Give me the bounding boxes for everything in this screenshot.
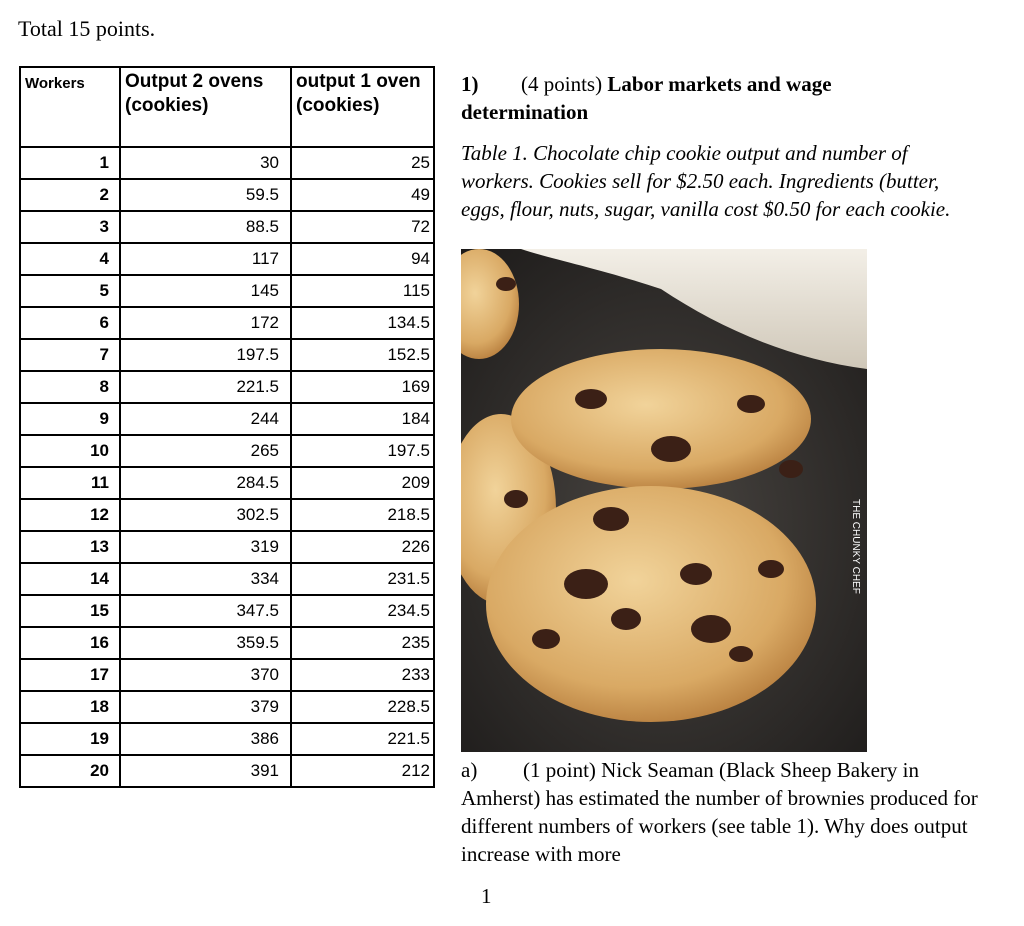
question-a [461, 756, 981, 868]
output-1-oven-cell: 226 [291, 531, 434, 563]
cookie-image-svg [461, 249, 867, 752]
output-2-ovens-cell: 347.5 [120, 595, 291, 627]
output-2-ovens-cell: 284.5 [120, 467, 291, 499]
output-1-oven-cell: 94 [291, 243, 434, 275]
workers-cell: 16 [20, 627, 120, 659]
table-row [20, 179, 434, 211]
cookie-output-table [19, 66, 435, 788]
output-2-ovens-cell: 197.5 [120, 339, 291, 371]
workers-cell: 17 [20, 659, 120, 691]
workers-cell: 15 [20, 595, 120, 627]
output-2-ovens-cell: 391 [120, 755, 291, 787]
table-row [20, 499, 434, 531]
output-1-oven-cell: 234.5 [291, 595, 434, 627]
cookie-photo [461, 249, 867, 752]
output-2-ovens-cell: 59.5 [120, 179, 291, 211]
table-row [20, 275, 434, 307]
output-1-oven-cell: 197.5 [291, 435, 434, 467]
output-2-ovens-cell: 334 [120, 563, 291, 595]
table-row [20, 371, 434, 403]
table-row [20, 531, 434, 563]
table-row [20, 563, 434, 595]
output-1-oven-cell: 134.5 [291, 307, 434, 339]
question-number: 1) [461, 72, 479, 96]
output-2-ovens-cell: 370 [120, 659, 291, 691]
workers-cell: 12 [20, 499, 120, 531]
output-1-oven-cell: 231.5 [291, 563, 434, 595]
output-2-ovens-cell: 30 [120, 147, 291, 179]
output-1-oven-cell: 25 [291, 147, 434, 179]
workers-cell: 6 [20, 307, 120, 339]
table-row [20, 211, 434, 243]
workers-cell: 2 [20, 179, 120, 211]
output-2-ovens-cell: 145 [120, 275, 291, 307]
workers-cell: 3 [20, 211, 120, 243]
workers-cell: 10 [20, 435, 120, 467]
output-1-oven-cell: 212 [291, 755, 434, 787]
output-2-ovens-cell: 319 [120, 531, 291, 563]
output-1-oven-cell: 152.5 [291, 339, 434, 371]
workers-cell: 14 [20, 563, 120, 595]
total-points: Total 15 points. [18, 16, 156, 41]
workers-cell: 20 [20, 755, 120, 787]
table-row [20, 755, 434, 787]
output-2-ovens-cell: 359.5 [120, 627, 291, 659]
output-1-oven-cell: 221.5 [291, 723, 434, 755]
output-1-oven-cell: 218.5 [291, 499, 434, 531]
table-caption: Table 1. Chocolate chip cookie output and number of workers. Cookies sell for $2.50 each. Ingredients (butter, eggs, flour, nuts, sugar, vanilla cost $0.50 for each cookie. [461, 141, 951, 221]
output-1-oven-cell: 235 [291, 627, 434, 659]
workers-cell: 19 [20, 723, 120, 755]
question-points: (4 points) [521, 72, 603, 96]
output-2-ovens-cell: 386 [120, 723, 291, 755]
table-row [20, 659, 434, 691]
workers-cell: 8 [20, 371, 120, 403]
output-1-oven-cell: 184 [291, 403, 434, 435]
workers-cell: 1 [20, 147, 120, 179]
workers-cell: 11 [20, 467, 120, 499]
table-body [20, 147, 434, 787]
question-a-text: (1 point) Nick Seaman (Black Sheep Bakery in Amherst) has estimated the number of brownies produced for different numbers of workers (see table 1). Why does output increase with more [461, 758, 978, 866]
output-2-ovens-cell: 117 [120, 243, 291, 275]
table-header-row [20, 67, 434, 147]
workers-cell: 13 [20, 531, 120, 563]
output-2-ovens-cell: 221.5 [120, 371, 291, 403]
page-number: 1 [481, 884, 492, 908]
question-1-heading [461, 70, 961, 126]
workers-header: Workers [20, 67, 120, 147]
output-1-oven-cell: 72 [291, 211, 434, 243]
table-row [20, 467, 434, 499]
table-row [20, 691, 434, 723]
output-2-ovens-header: Output 2 ovens (cookies) [120, 67, 291, 147]
output-2-ovens-cell: 379 [120, 691, 291, 723]
table-row [20, 595, 434, 627]
output-2-ovens-cell: 265 [120, 435, 291, 467]
question-a-label: a) [461, 758, 478, 782]
table-row [20, 723, 434, 755]
workers-cell: 5 [20, 275, 120, 307]
workers-cell: 9 [20, 403, 120, 435]
output-1-oven-cell: 228.5 [291, 691, 434, 723]
question-title: Labor markets and wage determination [461, 72, 832, 124]
table-row [20, 339, 434, 371]
output-1-oven-cell: 115 [291, 275, 434, 307]
output-1-oven-cell: 49 [291, 179, 434, 211]
output-2-ovens-cell: 302.5 [120, 499, 291, 531]
workers-cell: 4 [20, 243, 120, 275]
table-row [20, 403, 434, 435]
output-1-oven-cell: 233 [291, 659, 434, 691]
table-row [20, 307, 434, 339]
workers-cell: 18 [20, 691, 120, 723]
output-1-oven-cell: 169 [291, 371, 434, 403]
workers-cell: 7 [20, 339, 120, 371]
table-row [20, 627, 434, 659]
table-row [20, 435, 434, 467]
output-2-ovens-cell: 244 [120, 403, 291, 435]
photo-watermark: THE CHUNKY CHEF [850, 499, 861, 594]
output-1-oven-header: output 1 oven (cookies) [291, 67, 434, 147]
output-2-ovens-cell: 172 [120, 307, 291, 339]
table-row [20, 147, 434, 179]
output-1-oven-cell: 209 [291, 467, 434, 499]
output-2-ovens-cell: 88.5 [120, 211, 291, 243]
table-row [20, 243, 434, 275]
